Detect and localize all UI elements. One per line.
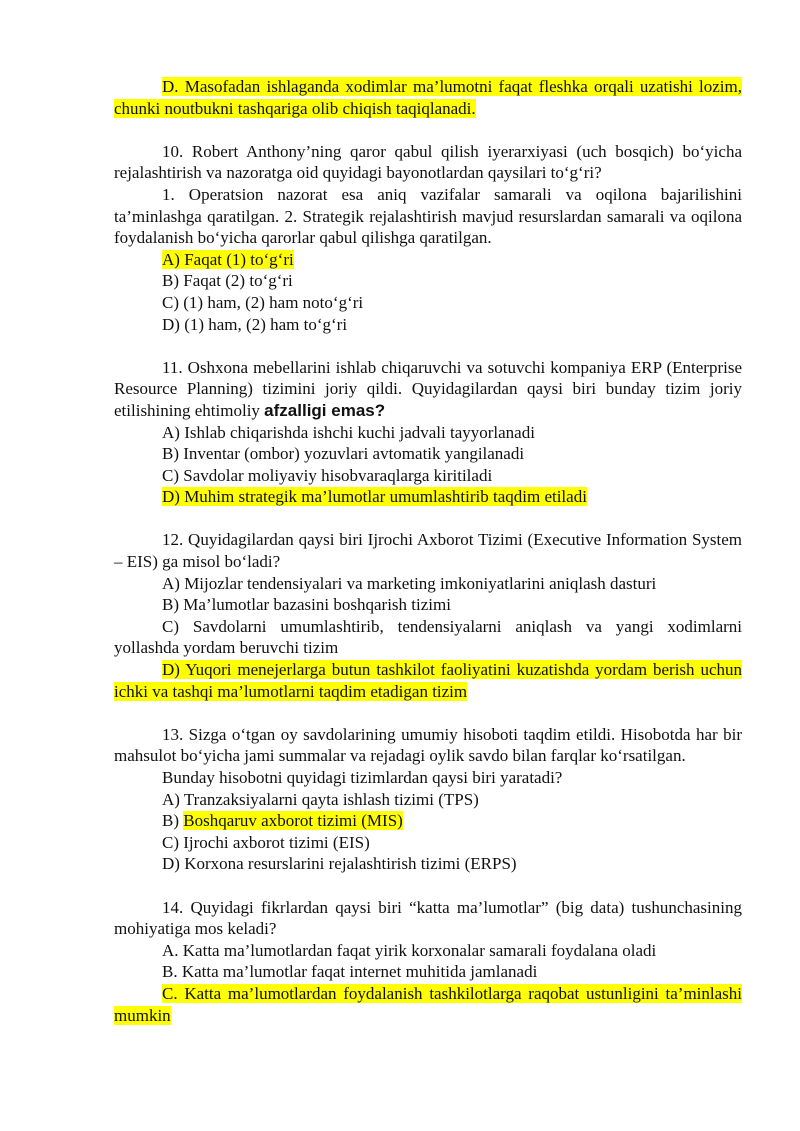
q11-option-d xyxy=(114,486,742,508)
q13-option-b-prefix: B) xyxy=(162,811,179,831)
q13-option-a: A) Tranzaksiyalarni qayta ishlash tizimi (TPS) xyxy=(162,789,479,809)
q10-option-a xyxy=(114,249,742,271)
q11-stem xyxy=(114,357,742,422)
q11-option-b: B) Inventar (ombor) yozuvlari avtomatik yangilanadi xyxy=(162,444,525,464)
q9-option-d xyxy=(114,76,742,119)
q13-option-d: D) Korxona resurslarini rejalashtirish tizimi (ERPS) xyxy=(162,854,517,874)
document-page xyxy=(114,76,742,1026)
q12-option-a: A) Mijozlar tendensiyalari va marketing imkoniyatlarini aniqlash dasturi xyxy=(162,573,657,593)
q11-stem-bold: afzalligi emas? xyxy=(264,400,386,420)
q13-option-c: C) Ijrochi axborot tizimi (EIS) xyxy=(162,832,370,852)
q14-option-b: B. Katta ma’lumotlar faqat internet muhitida jamlanadi xyxy=(162,962,538,982)
answer-highlight: Boshqaruv axborot tizimi (MIS) xyxy=(183,811,403,831)
q10-statements: 1. Operatsion nazorat esa aniq vazifalar samarali va oqilona bajarilishini ta’minlashga qaratilgan. 2. Strategik rejalashtirish mavjud resurslardan samarali va oqilona foydalanish bo‘yicha qarorlar qabul qilishga qaratilgan. xyxy=(114,184,742,248)
answer-highlight: C. Katta ma’lumotlardan foydalanish tashkilotlarga raqobat ustunligini ta’minlashi mumkin xyxy=(114,983,742,1025)
q12-option-c: C) Savdolarni umumlashtirib, tendensiyalarni aniqlash va yangi xodimlarni yollashda yordam beruvchi tizim xyxy=(114,616,742,658)
q13-stem: 13. Sizga o‘tgan oy savdolarining umumiy hisoboti taqdim etildi. Hisobotda har bir mahsulot bo‘yicha jami summalar va rejadagi oylik savdo bilan farqlar ko‘rsatilgan. xyxy=(114,724,742,766)
q13-question: Bunday hisobotni quyidagi tizimlardan qaysi biri yaratadi? xyxy=(162,768,563,787)
answer-highlight: A) Faqat (1) to‘g‘ri xyxy=(162,249,294,269)
q11-option-c: C) Savdolar moliyaviy hisobvaraqlarga kiritiladi xyxy=(162,465,493,485)
answer-highlight: D) Yuqori menejerlarga butun tashkilot faoliyatini kuzatishda yordam berish uchun ichki va tashqi ma’lumotlarni taqdim etadigan tizim xyxy=(114,660,742,701)
q14-option-c xyxy=(114,983,742,1026)
q11-option-a: A) Ishlab chiqarishda ishchi kuchi jadvali tayyorlanadi xyxy=(162,422,535,442)
q10-option-c: C) (1) ham, (2) ham noto‘g‘ri xyxy=(162,292,364,312)
answer-highlight: D. Masofadan ishlaganda xodimlar ma’lumotni faqat fleshka orqali uzatishi lozim, chunki noutbukni tashqariga olib chiqish taqiqlanadi. xyxy=(114,77,742,118)
q12-stem: 12. Quyidagilardan qaysi biri Ijrochi Axborot Tizimi (Executive Information System – EIS) ga misol bo‘ladi? xyxy=(114,530,742,572)
q14-option-a: A. Katta ma’lumotlardan faqat yirik korxonalar samarali foydalana oladi xyxy=(162,940,657,960)
q10-option-d: D) (1) ham, (2) ham to‘g‘ri xyxy=(162,314,348,334)
q10-option-b: B) Faqat (2) to‘g‘ri xyxy=(162,271,293,291)
q10-stem: 10. Robert Anthony’ning qaror qabul qilish iyerarxiyasi (uch bosqich) bo‘yicha rejalashtirish va nazoratga oid quyidagi bayonotlardan qaysilari to‘g‘ri? xyxy=(114,141,742,183)
q11-stem-text: 11. Oshxona mebellarini ishlab chiqaruvchi va sotuvchi kompaniya ERP (Enterprise Resource Planning) tizimini joriy qildi. Quyidagilardan qaysi biri bunday tizim joriy etilishining ehtimoliy xyxy=(114,357,742,420)
answer-highlight: D) Muhim strategik ma’lumotlar umumlashtirib taqdim etiladi xyxy=(162,487,587,507)
q14-stem: 14. Quyidagi fikrlardan qaysi biri “katta ma’lumotlar” (big data) tushunchasining mohiyatiga mos keladi? xyxy=(114,897,742,939)
q13-option-b xyxy=(114,810,742,832)
q12-option-b: B) Ma’lumotlar bazasini boshqarish tizimi xyxy=(162,595,451,615)
q12-option-d xyxy=(114,659,742,702)
